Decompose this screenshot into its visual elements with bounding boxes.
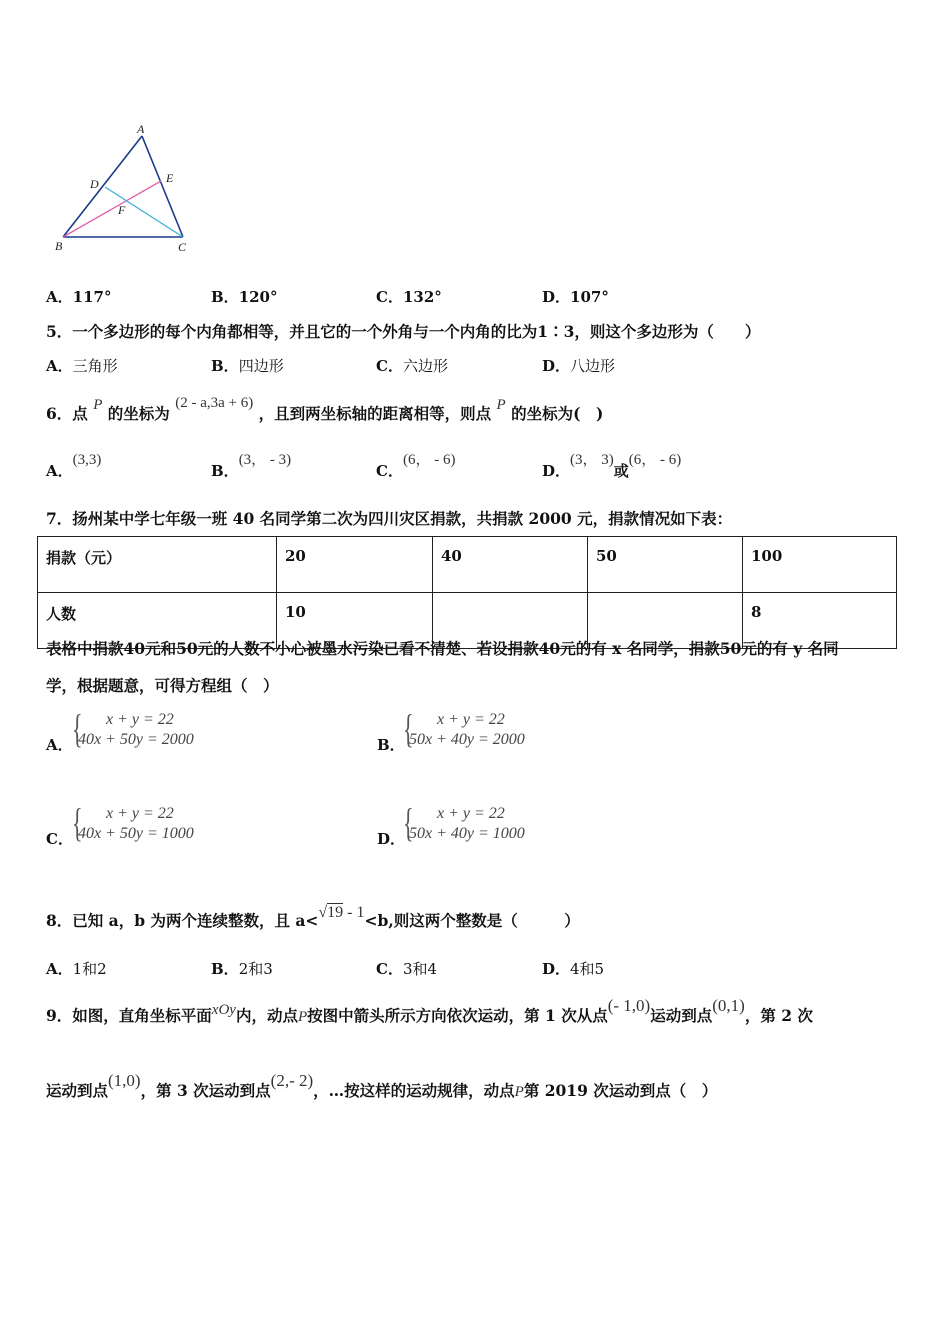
option-text: 120° <box>238 288 278 306</box>
option-letter: A． <box>46 736 73 754</box>
equation-2: 50x + 40y = 1000 <box>409 825 525 842</box>
equation-1: x + y = 22 <box>437 805 505 822</box>
q8-option-d[interactable] <box>542 958 604 979</box>
coord-4: (2,- 2) <box>270 1071 314 1090</box>
q7-text-1: 表格中捐款40元和50元的人数不小心被墨水污染已看不清楚、若设捐款40元的有 x 名同学，捐款50元的有 y 名同 <box>46 639 839 658</box>
q8-text-2: <b,则这两个整数是（ ） <box>364 911 580 930</box>
table-row <box>38 537 897 593</box>
q7-stem: 7．扬州某中学七年级一班 40 名同学第二次为四川灾区捐款，共捐款 2000 元，捐款情况如下表： <box>46 509 733 528</box>
q8-option-b[interactable] <box>211 958 273 979</box>
coord-3: (1,0) <box>108 1071 141 1090</box>
option-letter: A． <box>46 357 73 375</box>
q7-option-a[interactable] <box>46 734 73 755</box>
q7-option-d[interactable] <box>377 828 405 849</box>
option-text: 3和4 <box>402 960 438 978</box>
point-p: P <box>496 397 506 413</box>
equation-1: x + y = 22 <box>106 805 174 822</box>
option-text: 六边形 <box>402 357 448 375</box>
equation-system-a <box>72 706 242 755</box>
brace-icon: { <box>72 800 83 845</box>
equation-2: 50x + 40y = 2000 <box>409 731 525 748</box>
triangle-figure <box>50 120 200 255</box>
option-text: (3， 3) <box>570 452 614 468</box>
table-cell: 50 <box>588 537 743 593</box>
q6-option-d[interactable] <box>542 452 682 481</box>
label-a: A <box>137 122 145 136</box>
option-letter: C． <box>376 462 403 480</box>
option-letter: D． <box>377 830 406 848</box>
equation-1: x + y = 22 <box>437 711 505 728</box>
q7-option-c[interactable] <box>46 828 73 849</box>
q9-stem-line2 <box>46 1071 718 1101</box>
minus-one: - 1 <box>343 904 365 921</box>
option-letter: C． <box>46 830 73 848</box>
option-letter: C． <box>376 357 403 375</box>
option-letter: D． <box>542 462 571 480</box>
segment-be <box>63 181 161 237</box>
q7-text-2: 学，根据题意，可得方程组（ ） <box>46 676 279 695</box>
table-cell: 捐款（元） <box>38 537 277 593</box>
q4-option-b[interactable] <box>211 286 278 307</box>
option-letter: B． <box>211 288 239 306</box>
option-letter: B． <box>211 357 239 375</box>
equation-1: x + y = 22 <box>106 711 174 728</box>
plane-label: xOy <box>211 1002 236 1018</box>
q6-option-a[interactable] <box>46 452 102 481</box>
edge-ac <box>142 136 183 237</box>
table-cell: 100 <box>743 537 897 593</box>
sqrt-icon: √ <box>318 904 328 921</box>
label-c: C <box>178 240 187 254</box>
q6-text-4: 的坐标为( ) <box>511 404 604 423</box>
option-letter: C． <box>376 960 403 978</box>
q9-text-7: ，第 3 次运动到点 <box>140 1081 271 1100</box>
q6-option-b[interactable] <box>211 452 292 481</box>
q8-option-a[interactable] <box>46 958 107 979</box>
q9-text-6: 运动到点 <box>46 1081 109 1100</box>
segment-cd <box>105 187 183 237</box>
q5-stem: 5．一个多边形的每个内角都相等，并且它的一个外角与一个内角的比为1∶3，则这个多边形为（ ） <box>46 322 761 341</box>
q9-text-1: 9．如图，直角坐标平面 <box>46 1006 212 1025</box>
option-text: 107° <box>570 288 609 306</box>
q4-option-c[interactable] <box>376 286 442 307</box>
option-extra: (6， - 6) <box>628 452 682 468</box>
equation-system-c <box>72 800 242 849</box>
q5-option-a[interactable] <box>46 355 118 376</box>
table-cell: 10 <box>277 593 433 649</box>
q6-text-1: 6．点 <box>46 404 88 423</box>
q7-option-b[interactable] <box>377 734 405 755</box>
option-letter: A． <box>46 462 73 480</box>
option-text: 三角形 <box>72 357 118 375</box>
q5-option-b[interactable] <box>211 355 284 376</box>
option-text: 1和2 <box>72 960 107 978</box>
option-letter: D． <box>542 288 571 306</box>
q9-stem-line1 <box>46 996 813 1026</box>
option-letter: D． <box>542 357 571 375</box>
brace-icon: { <box>403 706 414 751</box>
point-p: P <box>297 1009 308 1025</box>
option-text: (3,3) <box>72 452 102 468</box>
option-letter: C． <box>376 288 403 306</box>
point-p: P <box>514 1084 524 1100</box>
coord-1: (- 1,0) <box>607 996 651 1015</box>
option-text: 四边形 <box>238 357 284 375</box>
q5-option-d[interactable] <box>542 355 615 376</box>
q6-stem <box>46 395 604 424</box>
table-cell: 20 <box>277 537 433 593</box>
point-p: P <box>93 397 103 413</box>
table-cell: 8 <box>743 593 897 649</box>
option-text: 2和3 <box>238 960 273 978</box>
option-text: 4和5 <box>570 960 605 978</box>
equation-system-d <box>403 800 573 849</box>
label-e: E <box>166 171 174 185</box>
q6-coord: (2 - a,3a + 6) <box>175 395 254 411</box>
coord-2: (0,1) <box>712 996 745 1015</box>
option-letter: B． <box>377 736 405 754</box>
donation-table <box>37 536 897 649</box>
q9-text-9: 第 2019 次运动到点（ ） <box>523 1081 718 1100</box>
brace-icon: { <box>403 800 414 845</box>
q6-text-3: ，且到两坐标轴的距离相等，则点 <box>258 404 492 423</box>
edge-ab <box>63 136 142 237</box>
option-letter: D． <box>542 960 571 978</box>
q9-text-8: ，…按这样的运动规律，动点 <box>313 1081 515 1100</box>
equation-2: 40x + 50y = 2000 <box>78 731 194 748</box>
q6-text-2: 的坐标为 <box>107 404 170 423</box>
label-d: D <box>90 177 99 191</box>
option-letter: A． <box>46 288 73 306</box>
q9-text-2: 内，动点 <box>235 1006 298 1025</box>
q4-option-a[interactable] <box>46 286 111 307</box>
q4-option-d[interactable] <box>542 286 609 307</box>
option-text: (3， - 3) <box>238 452 292 468</box>
table-cell: 40 <box>433 537 588 593</box>
sqrt-expression <box>318 904 364 921</box>
q6-option-c[interactable] <box>376 452 456 481</box>
brace-icon: { <box>72 706 83 751</box>
option-text: (6， - 6) <box>402 452 456 468</box>
option-letter: B． <box>211 462 239 480</box>
or-text: 或 <box>613 462 629 480</box>
equation-2: 40x + 50y = 1000 <box>78 825 194 842</box>
equation-system-b <box>403 706 573 755</box>
q8-stem <box>46 904 580 931</box>
q5-option-c[interactable] <box>376 355 448 376</box>
option-text: 132° <box>402 288 442 306</box>
option-letter: B． <box>211 960 239 978</box>
option-letter: A． <box>46 960 73 978</box>
q9-text-4: 运动到点 <box>650 1006 713 1025</box>
label-b: B <box>55 239 63 253</box>
option-text: 117° <box>72 288 112 306</box>
q8-option-c[interactable] <box>376 958 437 979</box>
option-text: 八边形 <box>570 357 616 375</box>
label-f: F <box>118 203 126 217</box>
q9-text-3: 按图中箭头所示方向依次运动，第 1 次从点 <box>307 1006 608 1025</box>
radicand: 19 <box>327 904 344 921</box>
q9-text-5: ，第 2 次 <box>744 1006 813 1025</box>
q8-text-1: 8．已知 a，b 为两个连续整数，且 a< <box>46 911 319 930</box>
table-cell: 人数 <box>38 593 277 649</box>
